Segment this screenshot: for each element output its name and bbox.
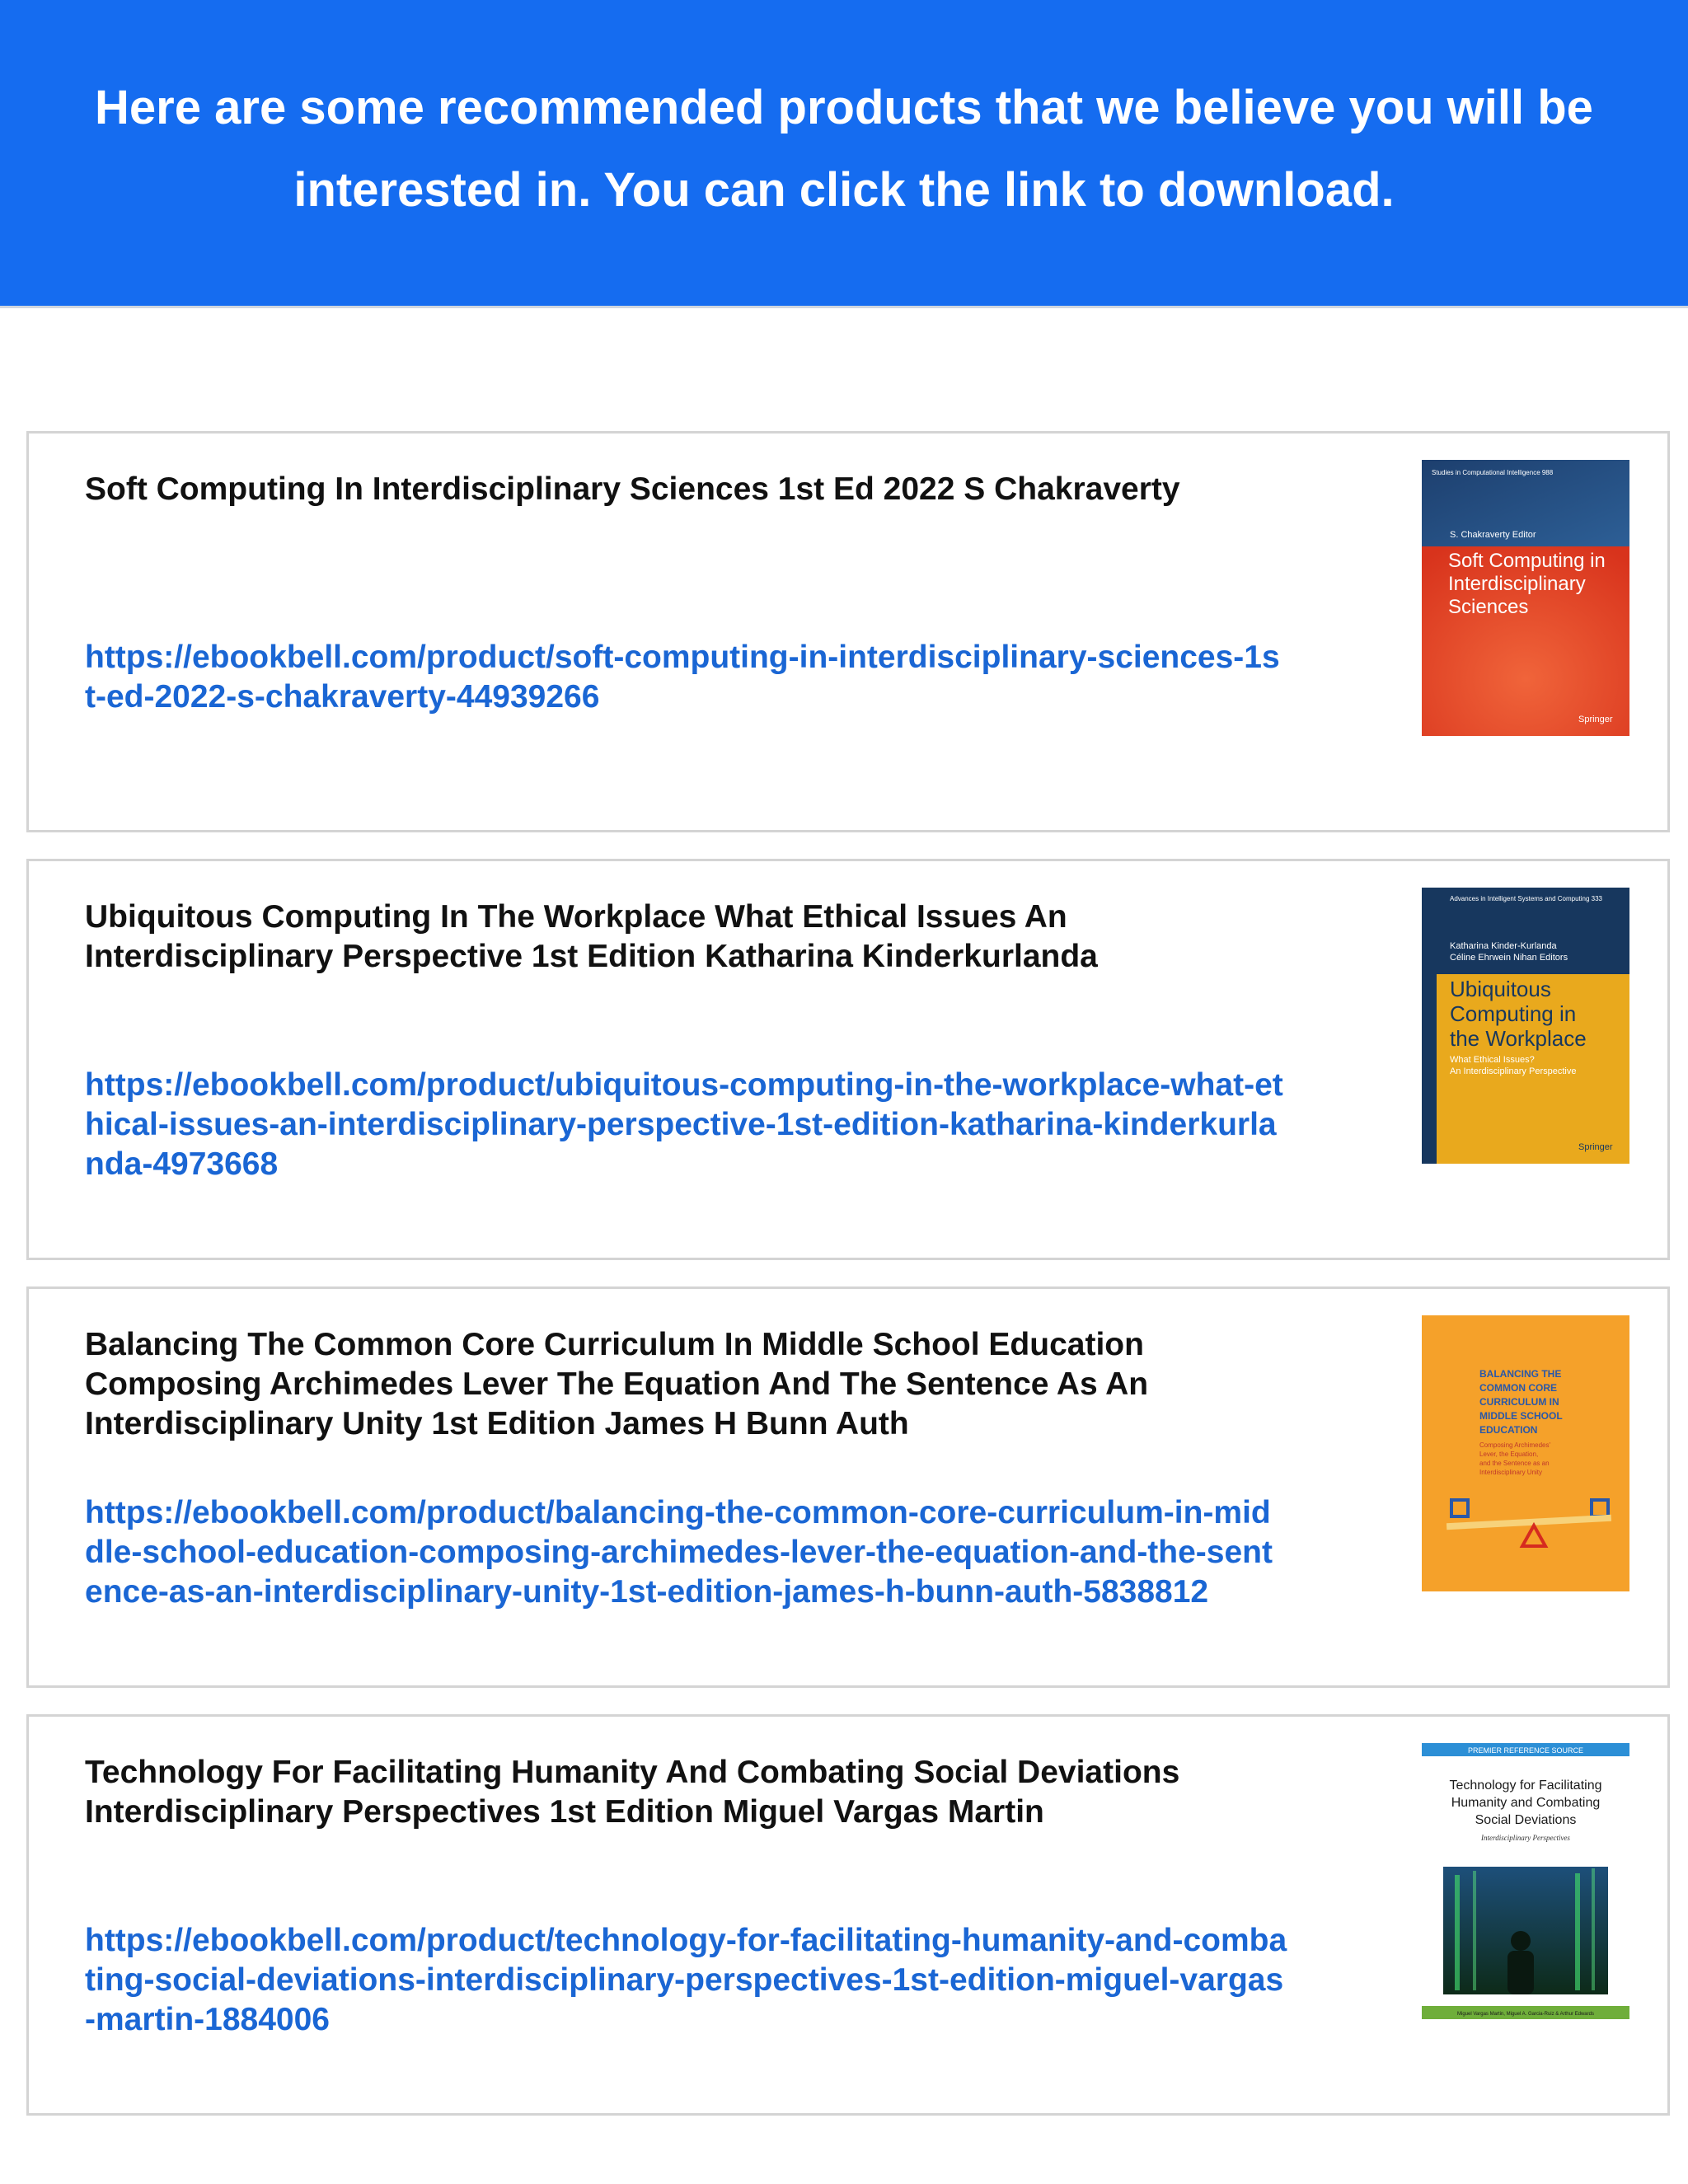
product-download-link[interactable]: https://ebookbell.com/product/soft-computing-in-interdisciplinary-sciences-1st-ed-2022-s-chakraverty-44939266: [85, 640, 1280, 715]
svg-text:the Workplace: the Workplace: [1450, 1026, 1587, 1051]
book-cover-image[interactable]: [1422, 1743, 1629, 2019]
svg-text:Lever, the Equation,: Lever, the Equation,: [1479, 1451, 1539, 1458]
svg-text:and the Sentence as an: and the Sentence as an: [1479, 1460, 1550, 1467]
svg-text:COMMON CORE: COMMON CORE: [1479, 1382, 1557, 1394]
svg-text:Humanity and Combating: Humanity and Combating: [1451, 1796, 1601, 1810]
svg-text:EDUCATION: EDUCATION: [1479, 1424, 1538, 1436]
book-cover-soft-computing: [1422, 460, 1629, 736]
book-cover-image[interactable]: [1422, 460, 1629, 736]
product-card: [26, 1714, 1670, 2116]
product-card: [26, 431, 1670, 832]
book-cover-image[interactable]: [1422, 888, 1629, 1164]
product-download-link[interactable]: https://ebookbell.com/product/ubiquitous-computing-in-the-workplace-what-ethical-issues-an-interdisciplinary-perspective-1st-edition-katharina-kinderkurlanda-4973668: [85, 1067, 1283, 1182]
svg-text:Studies in Computational Intel: Studies in Computational Intelligence 988: [1432, 469, 1554, 476]
book-cover-image[interactable]: [1422, 1315, 1629, 1591]
svg-text:CURRICULUM IN: CURRICULUM IN: [1479, 1396, 1559, 1408]
svg-text:Miguel Vargas Martin, Miguel A: Miguel Vargas Martin, Miguel A. Garcia-Ruiz & Arthur Edwards: [1457, 2012, 1594, 2017]
svg-text:BALANCING THE: BALANCING THE: [1479, 1368, 1562, 1380]
book-cover-balancing-common-core: [1422, 1315, 1629, 1591]
banner-heading: Here are some recommended products that we believe you will be interested in. You can click the link to download.: [95, 80, 1593, 217]
svg-text:Ubiquitous: Ubiquitous: [1450, 977, 1551, 1001]
svg-text:Interdisciplinary: Interdisciplinary: [1448, 573, 1586, 595]
product-card: [26, 1286, 1670, 1688]
recommendation-banner: [0, 0, 1688, 308]
product-title: Balancing The Common Core Curriculum In Middle School Education Composing Archimedes Lever The Equation And The Sentence As An Interdisciplinary Unity 1st Edition James H Bunn Auth: [85, 1327, 1149, 1441]
product-title: Soft Computing In Interdisciplinary Sciences 1st Ed 2022 S Chakraverty: [85, 471, 1180, 507]
svg-text:MIDDLE SCHOOL: MIDDLE SCHOOL: [1479, 1410, 1563, 1422]
svg-text:What Ethical Issues?: What Ethical Issues?: [1450, 1055, 1535, 1065]
svg-text:Interdisciplinary Perspectives: Interdisciplinary Perspectives: [1481, 1834, 1570, 1842]
product-title: Ubiquitous Computing In The Workplace What Ethical Issues An Interdisciplinary Perspective 1st Edition Katharina Kinderkurlanda: [85, 899, 1098, 974]
svg-text:S. Chakraverty Editor: S. Chakraverty Editor: [1450, 530, 1536, 540]
svg-text:Computing in: Computing in: [1450, 1001, 1577, 1026]
svg-text:Composing Archimedes': Composing Archimedes': [1479, 1441, 1551, 1449]
svg-text:Springer: Springer: [1578, 715, 1613, 724]
product-download-link[interactable]: https://ebookbell.com/product/technology-for-facilitating-humanity-and-combating-social-deviations-interdisciplinary-perspectives-1st-edition-miguel-vargas-martin-1884006: [85, 1923, 1287, 2037]
svg-text:Katharina Kinder-Kurlanda: Katharina Kinder-Kurlanda: [1450, 941, 1557, 951]
svg-text:Sciences: Sciences: [1448, 596, 1529, 618]
product-title: Technology For Facilitating Humanity And Combating Social Deviations Interdisciplinary Perspectives 1st Edition Miguel Vargas Martin: [85, 1755, 1180, 1830]
svg-text:Social Deviations: Social Deviations: [1475, 1813, 1577, 1827]
product-card: [26, 859, 1670, 1260]
svg-text:Springer: Springer: [1578, 1142, 1613, 1152]
svg-text:PREMIER REFERENCE SOURCE: PREMIER REFERENCE SOURCE: [1467, 1746, 1584, 1755]
book-cover-ubiquitous-computing: [1422, 888, 1629, 1164]
svg-text:Soft Computing in: Soft Computing in: [1448, 550, 1606, 572]
book-cover-technology-humanity: [1422, 1743, 1629, 2019]
svg-text:Céline Ehrwein Nihan Editors: Céline Ehrwein Nihan Editors: [1450, 953, 1568, 963]
product-download-link[interactable]: https://ebookbell.com/product/balancing-the-common-core-curriculum-in-middle-school-education-composing-archimedes-lever-the-equation-and-the-sentence-as-an-interdisciplinary-unity-1st-edition-james-h-bunn-auth-5838812: [85, 1495, 1273, 1610]
svg-text:Interdisciplinary Unity: Interdisciplinary Unity: [1479, 1469, 1543, 1476]
svg-text:Technology for Facilitating: Technology for Facilitating: [1449, 1779, 1602, 1793]
svg-text:Advances in Intelligent System: Advances in Intelligent Systems and Computing 333: [1450, 895, 1602, 902]
svg-text:An Interdisciplinary Perspecti: An Interdisciplinary Perspective: [1450, 1066, 1577, 1076]
